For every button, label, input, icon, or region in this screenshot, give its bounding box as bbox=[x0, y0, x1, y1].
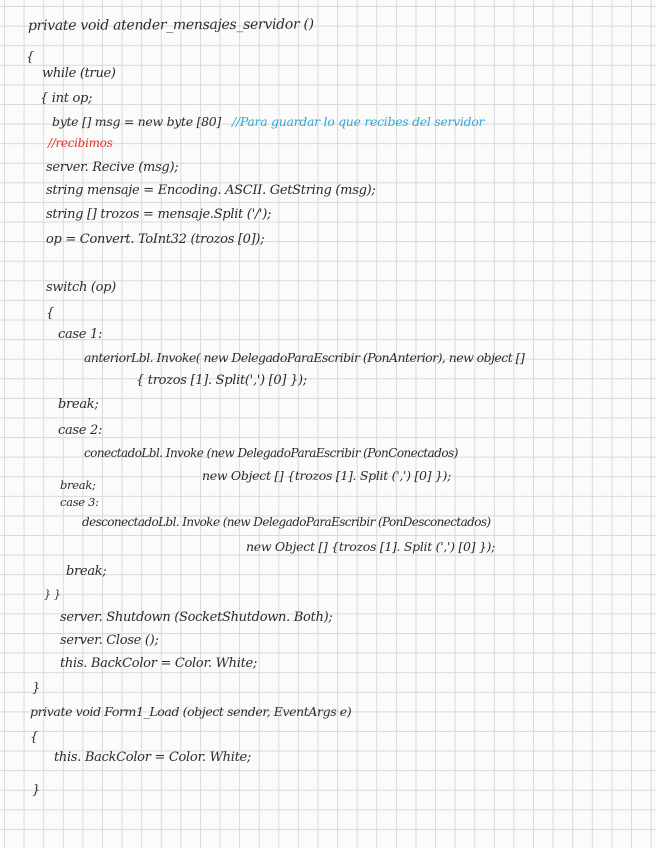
comment-guardar: //Para guardar lo que recibes del servidor bbox=[232, 114, 485, 129]
server-recive: server. Recive (msg); bbox=[46, 160, 179, 175]
open-brace: { bbox=[26, 50, 34, 65]
server-close: server. Close (); bbox=[60, 633, 159, 648]
method-signature-atender: private void atender_mensajes_servidor () bbox=[27, 16, 314, 34]
server-shutdown: server. Shutdown (SocketShutdown. Both); bbox=[60, 610, 333, 625]
while-statement: while (true) bbox=[42, 66, 116, 81]
switch-open-brace: { bbox=[46, 306, 54, 321]
backcolor-white-1: this. BackColor = Color. White; bbox=[60, 656, 257, 671]
close-braces: } } bbox=[44, 588, 61, 601]
conectado-invoke: conectadoLbl. Invoke (new DelegadoParaEscribir (PonConectados) bbox=[84, 446, 458, 460]
method-close-brace: } bbox=[32, 681, 40, 696]
desconectado-invoke: desconectadoLbl. Invoke (new DelegadoParaEscribir (PonDesconectados) bbox=[82, 515, 491, 529]
case-2: case 2: bbox=[58, 423, 103, 438]
form1-close-brace: } bbox=[32, 783, 40, 798]
op-assignment: op = Convert. ToInt32 (trozos [0]); bbox=[46, 232, 265, 247]
comment-recibimos: //recibimos bbox=[48, 136, 113, 150]
break-1: break; bbox=[58, 397, 99, 412]
break-3: break; bbox=[66, 564, 107, 579]
method-signature-form1-load: private void Form1_Load (object sender, EventArgs e) bbox=[30, 704, 352, 719]
anterior-args: { trozos [1]. Split(',') [0] }); bbox=[136, 373, 307, 388]
case-3: case 3: bbox=[60, 495, 99, 509]
break-2: break; bbox=[60, 478, 96, 492]
desconectado-args: new Object [] {trozos [1]. Split (',') [0] }); bbox=[246, 539, 496, 554]
anterior-invoke: anteriorLbl. Invoke( new DelegadoParaEscribir (PonAnterior), new object [] bbox=[84, 350, 525, 365]
case-1: case 1: bbox=[58, 327, 103, 342]
byte-array-declaration: byte [] msg = new byte [80] bbox=[52, 114, 222, 129]
string-trozos: string [] trozos = mensaje.Split ('/'); bbox=[46, 207, 272, 222]
int-op-declaration: { int op; bbox=[40, 91, 93, 106]
switch-statement: switch (op) bbox=[46, 280, 116, 295]
conectado-args: new Object [] {trozos [1]. Split (',') [0] }); bbox=[202, 468, 452, 483]
form1-open-brace: { bbox=[30, 730, 38, 745]
string-mensaje: string mensaje = Encoding. ASCII. GetString (msg); bbox=[46, 183, 376, 198]
backcolor-white-2: this. BackColor = Color. White; bbox=[54, 750, 251, 765]
